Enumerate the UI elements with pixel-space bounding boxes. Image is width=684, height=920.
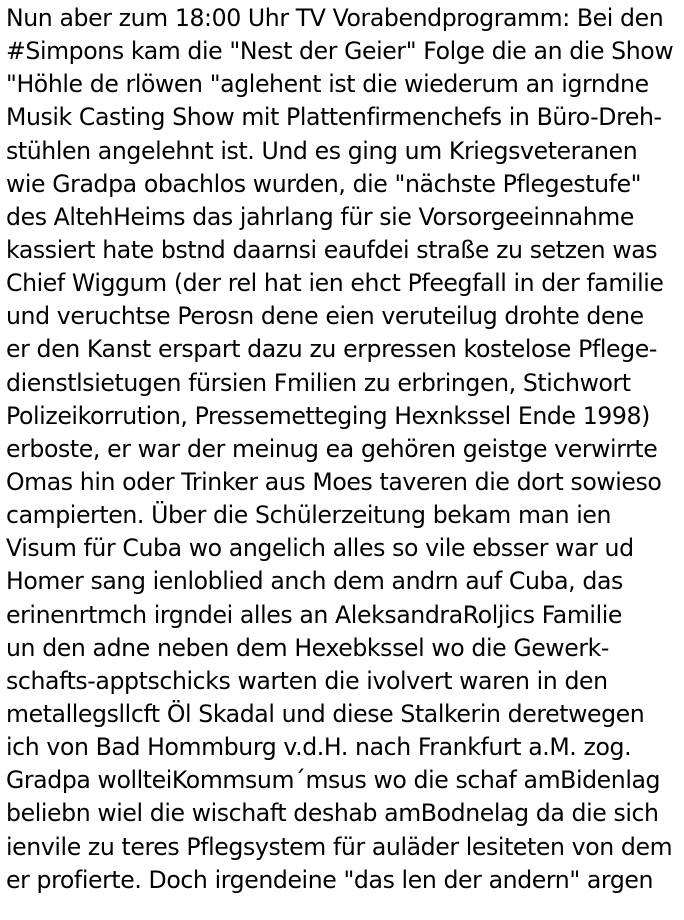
text-line: erinenrtmch irgndei alles an AleksandraRoljics Familie [6, 600, 622, 629]
text-line: campierten. Über die Schülerzeitung bekam man ien [6, 501, 612, 530]
text-line: "Höhle de rlöwen "aglehent ist die wiederum an igrndne [6, 70, 649, 99]
text-line: kassiert hate bstnd daarnsi eaufdei straße zu setzen was [6, 235, 658, 264]
text-line: erboste, er war der meinug ea gehören geistge verwirrte [6, 434, 658, 463]
text-line: metallegsllcft Öl Skadal und diese Stalkerin deretwegen [6, 699, 645, 728]
text-line: Gradpa wollteiKommsum´msus wo die schaf amBidenlag [6, 766, 661, 795]
text-line: stühlen angelehnt ist. Und es ging um Kriegsveteranen [6, 136, 638, 165]
text-line: #Simpons kam die "Nest der Geier" Folge die an die Show [6, 37, 674, 66]
text-line: dienstlsietugen fürsien Fmilien zu erbringen, Stichwort [6, 368, 631, 397]
text-line: Visum für Cuba wo angelich alles so vile ebsser war ud [6, 534, 634, 563]
text-line: Nun aber zum 18:00 Uhr TV Vorabendprogramm: Bei den [6, 4, 664, 32]
text-line: des AltehHeims das jahrlang für sie Vorsorgeeinnahme [6, 202, 634, 231]
text-line: ienvile zu teres Pflegsystem für auläder lesiteten von dem [6, 832, 673, 861]
text-line: ich von Bad Hommburg v.d.H. nach Frankfurt a.M. zog. [6, 733, 632, 762]
text-line: Omas hin oder Trinker aus Moes taveren die dort sowieso [6, 467, 662, 496]
text-line: Polizeikorrution, Pressemetteging Hexnkssel Ende 1998) [6, 401, 650, 430]
text-line: und veruchtse Perosn dene eien veruteilug drohte dene [6, 302, 644, 331]
text-line: er profierte. Doch irgendeine "das len der andern" argen [6, 865, 654, 894]
body-text [6, 2, 682, 897]
text-line: Musik Casting Show mit Plattenfirmenchefs in Büro-Dreh- [6, 103, 662, 132]
text-line: Chief Wiggum (der rel hat ien ehct Pfeegfall in der familie [6, 269, 664, 298]
text-line: beliebn wiel die wischaft deshab amBodnelag da die sich [6, 799, 659, 828]
text-line: er den Kanst erspart dazu zu erpressen kostelose Pflege- [6, 335, 657, 364]
text-line: schafts-apptschicks warten die ivolvert waren in den [6, 666, 608, 695]
text-line: Homer sang ienloblied anch dem andrn auf Cuba, das [6, 567, 623, 596]
text-line: wie Gradpa obachlos wurden, die "nächste Pflegestufe" [6, 169, 642, 198]
text-line: un den adne neben dem Hexebkssel wo die Gewerk- [6, 633, 610, 662]
